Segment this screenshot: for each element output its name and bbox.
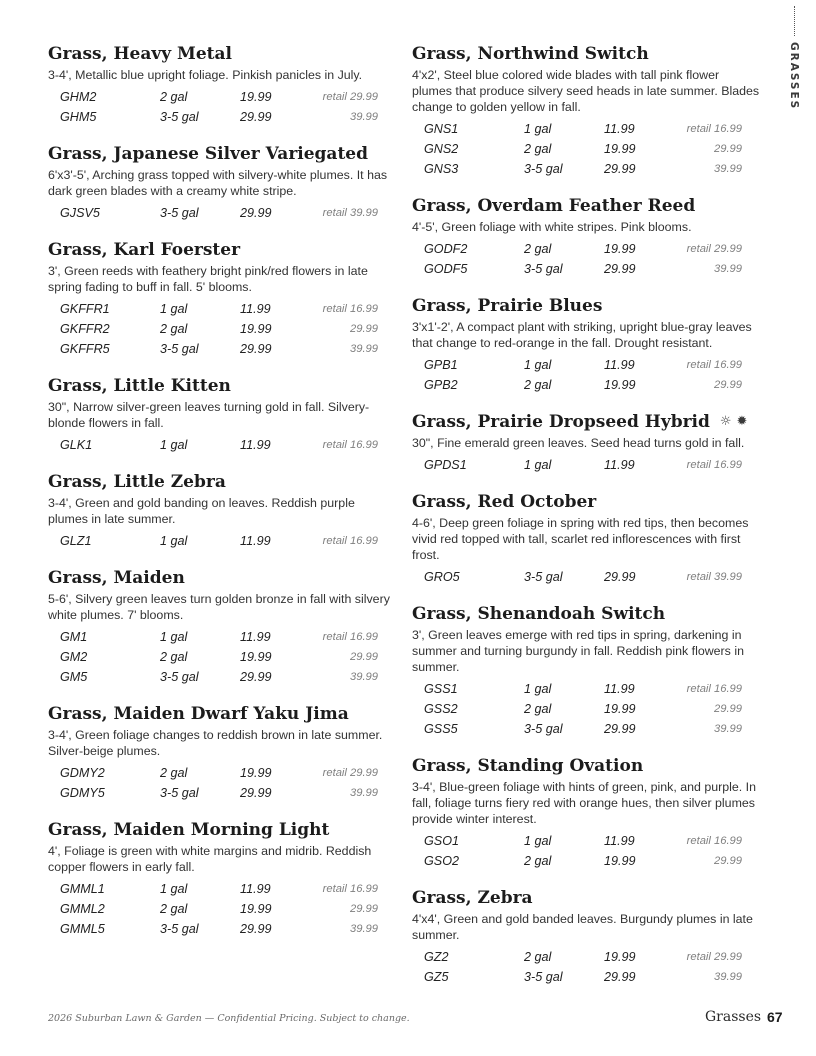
- product-name: Grass, Japanese Silver Variegated: [48, 144, 369, 164]
- retail-price: retail 16.99: [686, 835, 742, 847]
- price-row: [412, 239, 762, 259]
- retail-price: retail 39.99: [322, 207, 378, 219]
- item-code: GLK1: [60, 438, 93, 452]
- retail-price: retail 16.99: [686, 683, 742, 695]
- product-title: [412, 887, 762, 909]
- wholesale-price: 29.99: [604, 570, 636, 584]
- page-number: 67: [767, 1009, 783, 1025]
- product-title: [48, 471, 393, 493]
- wholesale-price: 19.99: [604, 854, 636, 868]
- product-description: 3-4', Green foliage changes to reddish brown in late summer. Silver-beige plumes.: [48, 728, 383, 758]
- container-size: 3-5 gal: [524, 722, 563, 736]
- container-size: 3-5 gal: [160, 206, 199, 220]
- product-entry: [412, 43, 762, 179]
- product-entry: [412, 603, 762, 739]
- item-code: GDMY2: [60, 766, 105, 780]
- container-size: 3-5 gal: [524, 570, 563, 584]
- container-size: 1 gal: [160, 882, 188, 896]
- price-row: [48, 531, 393, 551]
- item-code: GSO2: [424, 854, 459, 868]
- retail-price: 39.99: [714, 723, 742, 735]
- retail-price: 39.99: [350, 787, 378, 799]
- item-code: GODF2: [424, 242, 468, 256]
- product-title: [48, 703, 393, 725]
- product-title: [48, 239, 393, 261]
- product-name: Grass, Northwind Switch: [412, 44, 649, 64]
- price-row: [48, 763, 393, 783]
- dotted-leader: [794, 6, 795, 36]
- retail-price: retail 16.99: [686, 459, 742, 471]
- product-entry: [48, 375, 393, 455]
- product-title: [412, 295, 762, 317]
- product-entry: [48, 471, 393, 551]
- product-title: [412, 195, 762, 217]
- retail-price: retail 16.99: [686, 123, 742, 135]
- item-code: GJSV5: [60, 206, 100, 220]
- retail-price: 39.99: [714, 263, 742, 275]
- wholesale-price: 19.99: [604, 702, 636, 716]
- product-description: 4-6', Deep green foliage in spring with red tips, then becomes vivid red topped with tall, scarlet red inflorescences with first frost.: [412, 516, 749, 562]
- container-size: 3-5 gal: [160, 342, 199, 356]
- wholesale-price: 19.99: [604, 378, 636, 392]
- price-row: [412, 967, 762, 987]
- container-size: 2 gal: [524, 854, 552, 868]
- product-description: 3-4', Green and gold banding on leaves. Reddish purple plumes in late summer.: [48, 496, 355, 526]
- price-row: [412, 139, 762, 159]
- retail-price: retail 29.99: [322, 91, 378, 103]
- side-tab-label: GRASSES: [788, 41, 800, 110]
- item-code: GNS3: [424, 162, 459, 176]
- item-code: GLZ1: [60, 534, 92, 548]
- wholesale-price: 29.99: [240, 342, 272, 356]
- product-entry: [48, 819, 393, 939]
- wholesale-price: 29.99: [240, 786, 272, 800]
- wholesale-price: 19.99: [240, 90, 272, 104]
- container-size: 1 gal: [524, 122, 552, 136]
- product-title: [412, 755, 762, 777]
- product-entry: [48, 43, 393, 127]
- product-name: Grass, Prairie Dropseed Hybrid: [412, 412, 710, 432]
- price-row: [48, 919, 393, 939]
- price-row: [48, 107, 393, 127]
- sun-icon: ☼: [719, 414, 732, 429]
- container-size: 3-5 gal: [160, 110, 199, 124]
- product-title: [412, 411, 762, 433]
- product-entry: [412, 295, 762, 395]
- item-code: GDMY5: [60, 786, 105, 800]
- product-name: Grass, Shenandoah Switch: [412, 604, 666, 624]
- retail-price: 39.99: [350, 111, 378, 123]
- item-code: GNS2: [424, 142, 459, 156]
- item-code: GPB2: [424, 378, 458, 392]
- container-size: 2 gal: [524, 242, 552, 256]
- container-size: 1 gal: [160, 534, 188, 548]
- price-row: [412, 719, 762, 739]
- item-code: GM1: [60, 630, 88, 644]
- item-code: GSO1: [424, 834, 459, 848]
- wholesale-price: 11.99: [240, 534, 271, 548]
- product-name: Grass, Zebra: [412, 888, 533, 908]
- price-row: [412, 119, 762, 139]
- retail-price: retail 16.99: [322, 631, 378, 643]
- product-name: Grass, Prairie Blues: [412, 296, 603, 316]
- section-side-tab: [786, 6, 802, 110]
- product-title: [412, 491, 762, 513]
- product-name: Grass, Maiden Morning Light: [48, 820, 330, 840]
- wholesale-price: 19.99: [604, 142, 636, 156]
- retail-price: 29.99: [714, 379, 742, 391]
- product-entry: [48, 703, 393, 803]
- container-size: 1 gal: [524, 458, 552, 472]
- footer-disclaimer: 2026 Suburban Lawn & Garden — Confidential Pricing. Subject to change.: [48, 1013, 410, 1024]
- container-size: 2 gal: [160, 650, 188, 664]
- item-code: GNS1: [424, 122, 459, 136]
- container-size: 3-5 gal: [524, 970, 563, 984]
- price-row: [48, 783, 393, 803]
- product-description: 5-6', Silvery green leaves turn golden bronze in fall with silvery white plumes. 7' blooms.: [48, 592, 390, 622]
- retail-price: retail 29.99: [686, 243, 742, 255]
- item-code: GMML1: [60, 882, 105, 896]
- retail-price: 39.99: [714, 971, 742, 983]
- retail-price: retail 16.99: [322, 883, 378, 895]
- product-title: [412, 603, 762, 625]
- container-size: 3-5 gal: [160, 670, 199, 684]
- retail-price: 29.99: [350, 651, 378, 663]
- wholesale-price: 11.99: [604, 682, 635, 696]
- price-row: [48, 339, 393, 359]
- item-code: GHM5: [60, 110, 97, 124]
- retail-price: 29.99: [714, 703, 742, 715]
- wholesale-price: 11.99: [240, 630, 271, 644]
- item-code: GKFFR2: [60, 322, 110, 336]
- container-size: 2 gal: [524, 142, 552, 156]
- product-description: 3', Green leaves emerge with red tips in spring, darkening in summer and turning burgundy in fall. Reddish pink flowers in summer.: [412, 628, 744, 674]
- container-size: 3-5 gal: [524, 162, 563, 176]
- container-size: 2 gal: [160, 902, 188, 916]
- price-row: [412, 567, 762, 587]
- part-shade-icon: ✹: [736, 414, 748, 429]
- product-description: 30", Fine emerald green leaves. Seed head turns gold in fall.: [412, 436, 745, 450]
- product-entry: [412, 755, 762, 871]
- retail-price: 29.99: [350, 323, 378, 335]
- product-title: [48, 43, 393, 65]
- right-column: [412, 43, 762, 1003]
- retail-price: retail 16.99: [322, 303, 378, 315]
- product-description: 6'x3'-5', Arching grass topped with silvery-white plumes. It has dark green blades with a creamy white stripe.: [48, 168, 388, 198]
- container-size: 2 gal: [160, 90, 188, 104]
- price-row: [412, 851, 762, 871]
- price-row: [48, 435, 393, 455]
- retail-price: retail 16.99: [686, 359, 742, 371]
- product-title: [48, 567, 393, 589]
- product-description: 4', Foliage is green with white margins and midrib. Reddish copper flowers in early fall.: [48, 844, 372, 874]
- container-size: 1 gal: [524, 358, 552, 372]
- retail-price: retail 39.99: [686, 571, 742, 583]
- item-code: GM2: [60, 650, 88, 664]
- container-size: 1 gal: [524, 834, 552, 848]
- retail-price: 39.99: [350, 923, 378, 935]
- container-size: 2 gal: [524, 378, 552, 392]
- wholesale-price: 29.99: [240, 922, 272, 936]
- product-name: Grass, Overdam Feather Reed: [412, 196, 696, 216]
- product-description: 3-4', Metallic blue upright foliage. Pinkish panicles in July.: [48, 68, 363, 82]
- wholesale-price: 19.99: [604, 950, 636, 964]
- product-description: 4'x4', Green and gold banded leaves. Burgundy plumes in late summer.: [412, 912, 753, 942]
- price-row: [48, 319, 393, 339]
- wholesale-price: 11.99: [604, 458, 635, 472]
- retail-price: 29.99: [714, 855, 742, 867]
- product-title: [48, 375, 393, 397]
- container-size: 3-5 gal: [160, 922, 199, 936]
- wholesale-price: 29.99: [240, 110, 272, 124]
- price-row: [412, 679, 762, 699]
- item-code: GM5: [60, 670, 88, 684]
- retail-price: retail 29.99: [686, 951, 742, 963]
- wholesale-price: 11.99: [240, 302, 271, 316]
- product-name: Grass, Little Zebra: [48, 472, 226, 492]
- product-title: [412, 43, 762, 65]
- footer-section-name: Grasses: [705, 1009, 762, 1025]
- item-code: GPB1: [424, 358, 458, 372]
- item-code: GZ2: [424, 950, 449, 964]
- wholesale-price: 29.99: [604, 970, 636, 984]
- price-row: [48, 299, 393, 319]
- product-name: Grass, Standing Ovation: [412, 756, 644, 776]
- wholesale-price: 19.99: [240, 322, 272, 336]
- left-column: [48, 43, 393, 955]
- product-entry: [412, 887, 762, 987]
- product-name: Grass, Red October: [412, 492, 597, 512]
- wholesale-price: 29.99: [240, 206, 272, 220]
- product-name: Grass, Maiden Dwarf Yaku Jima: [48, 704, 349, 724]
- wholesale-price: 19.99: [240, 766, 272, 780]
- item-code: GODF5: [424, 262, 468, 276]
- product-description: 3'x1'-2', A compact plant with striking, upright blue-gray leaves that change to red-orange in the fall. Drought resistant.: [412, 320, 752, 350]
- retail-price: retail 29.99: [322, 767, 378, 779]
- product-description: 30", Narrow silver-green leaves turning gold in fall. Silvery-blonde flowers in fall.: [48, 400, 370, 430]
- item-code: GHM2: [60, 90, 97, 104]
- retail-price: retail 16.99: [322, 439, 378, 451]
- item-code: GSS2: [424, 702, 458, 716]
- item-code: GKFFR1: [60, 302, 110, 316]
- wholesale-price: 11.99: [604, 122, 635, 136]
- product-entry: [48, 239, 393, 359]
- price-row: [412, 259, 762, 279]
- wholesale-price: 11.99: [240, 438, 271, 452]
- container-size: 1 gal: [524, 682, 552, 696]
- container-size: 3-5 gal: [160, 786, 199, 800]
- price-row: [412, 159, 762, 179]
- price-row: [412, 455, 762, 475]
- wholesale-price: 11.99: [604, 834, 635, 848]
- retail-price: 29.99: [350, 903, 378, 915]
- wholesale-price: 29.99: [240, 670, 272, 684]
- product-entry: [412, 491, 762, 587]
- price-row: [412, 355, 762, 375]
- container-size: 1 gal: [160, 438, 188, 452]
- product-entry: [412, 411, 762, 475]
- product-description: 4'-5', Green foliage with white stripes. Pink blooms.: [412, 220, 692, 234]
- price-row: [48, 203, 393, 223]
- price-row: [48, 647, 393, 667]
- item-code: GMML5: [60, 922, 105, 936]
- item-code: GKFFR5: [60, 342, 110, 356]
- price-row: [48, 627, 393, 647]
- product-description: 3', Green reeds with feathery bright pink/red flowers in late spring fading to buff in fall. 5' blooms.: [48, 264, 368, 294]
- product-entry: [412, 195, 762, 279]
- container-size: 1 gal: [160, 630, 188, 644]
- wholesale-price: 19.99: [240, 902, 272, 916]
- wholesale-price: 19.99: [604, 242, 636, 256]
- price-row: [48, 879, 393, 899]
- retail-price: 29.99: [714, 143, 742, 155]
- item-code: GSS5: [424, 722, 458, 736]
- retail-price: 39.99: [350, 343, 378, 355]
- price-row: [48, 899, 393, 919]
- container-size: 3-5 gal: [524, 262, 563, 276]
- wholesale-price: 29.99: [604, 722, 636, 736]
- product-description: 4'x2', Steel blue colored wide blades with tall pink flower plumes that produce silvery seed heads in late summer. Blades change to golden yellow in fall.: [412, 68, 760, 114]
- light-requirement-icons: [720, 411, 748, 433]
- item-code: GRO5: [424, 570, 460, 584]
- retail-price: 39.99: [350, 671, 378, 683]
- item-code: GPDS1: [424, 458, 467, 472]
- container-size: 2 gal: [160, 322, 188, 336]
- price-row: [412, 375, 762, 395]
- product-entry: [48, 143, 393, 223]
- product-title: [48, 143, 393, 165]
- product-name: Grass, Maiden: [48, 568, 185, 588]
- product-entry: [48, 567, 393, 687]
- product-name: Grass, Karl Foerster: [48, 240, 241, 260]
- container-size: 2 gal: [160, 766, 188, 780]
- product-description: 3-4', Blue-green foliage with hints of green, pink, and purple. In fall, foliage turns fiery red with orange hues, then silver plumes provide winter interest.: [412, 780, 757, 826]
- wholesale-price: 29.99: [604, 162, 636, 176]
- wholesale-price: 11.99: [240, 882, 271, 896]
- product-name: Grass, Little Kitten: [48, 376, 231, 396]
- container-size: 2 gal: [524, 950, 552, 964]
- price-row: [412, 699, 762, 719]
- retail-price: retail 16.99: [322, 535, 378, 547]
- wholesale-price: 29.99: [604, 262, 636, 276]
- price-row: [412, 947, 762, 967]
- item-code: GZ5: [424, 970, 449, 984]
- wholesale-price: 11.99: [604, 358, 635, 372]
- container-size: 1 gal: [160, 302, 188, 316]
- price-row: [412, 831, 762, 851]
- retail-price: 39.99: [714, 163, 742, 175]
- price-row: [48, 87, 393, 107]
- container-size: 2 gal: [524, 702, 552, 716]
- product-name: Grass, Heavy Metal: [48, 44, 232, 64]
- item-code: GSS1: [424, 682, 458, 696]
- item-code: GMML2: [60, 902, 105, 916]
- price-row: [48, 667, 393, 687]
- wholesale-price: 19.99: [240, 650, 272, 664]
- product-title: [48, 819, 393, 841]
